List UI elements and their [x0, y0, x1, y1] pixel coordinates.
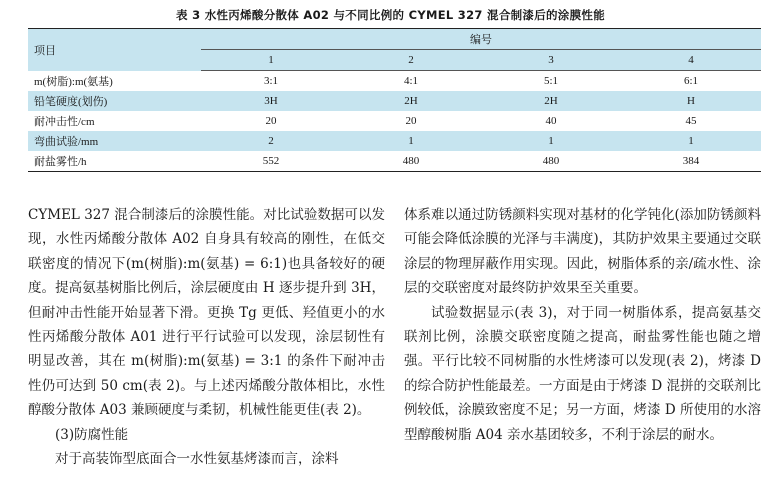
- table-header-row: [28, 29, 761, 50]
- table-cell: 1: [481, 131, 621, 151]
- column-header: 1: [201, 50, 341, 71]
- table-cell: 5:1: [543, 75, 558, 87]
- row-label: m(树脂):m(氨基): [34, 75, 113, 88]
- table-cell: 384: [621, 151, 761, 172]
- left-text-column: [28, 203, 385, 471]
- table-cell: 2H: [481, 91, 621, 111]
- table-cell: 3:1: [263, 75, 278, 87]
- table-cell: H: [621, 91, 761, 111]
- row-label: 弯曲试验/mm: [28, 131, 201, 151]
- body-paragraph: CYMEL 327 混合制漆后的涂膜性能。对比试验数据可以发现，水性丙烯酸分散体 A02 自身具有较高的刚性，在低交联密度的情况下(m(树脂):m(氨基) = 6:1)也具备较好的硬度。提高氨基树脂比例后，涂层硬度由 H 逐步提升到 3H，但耐冲击性能开始显著下滑。更换 Tg 更低、羟值更小的水性丙烯酸分散体 A01 进行平行试验可以发现，涂层韧性有明显改善，其在 m(树脂):m(氨基) = 3:1 的条件下耐冲击性仍可达到 50 cm(表 2)。与上述丙烯酸分散体相比，水性醇酸分散体 A03 兼顾硬度与柔韧，机械性能更佳(表 2)。: [28, 207, 385, 419]
- performance-table: [28, 28, 761, 172]
- table-cell: 4:1: [403, 75, 418, 87]
- row-label: 铅笔硬度(划伤): [28, 91, 201, 111]
- column-header: 4: [621, 50, 761, 71]
- table-cell: 20: [405, 115, 417, 127]
- table-cell: 2H: [341, 91, 481, 111]
- right-text-column: [404, 203, 761, 447]
- row-label: 耐盐雾性/h: [28, 151, 201, 172]
- body-paragraph: 试验数据显示(表 3)，对于同一树脂体系，提高氨基交联剂比例，涂膜交联密度随之提高，耐盐雾性能也随之增强。平行比较不同树脂的水性烤漆可以发现(表 2)，烤漆 D 的综合防护性能最差。一方面是由于烤漆 D 混拼的交联剂比例较低，涂膜致密度不足；另一方面，烤漆 D 所使用的水溶型醇酸树脂 A04 亲水基团较多，不利于涂层的耐水。: [404, 304, 761, 443]
- table-cell: 3H: [201, 91, 341, 111]
- table-cell: 552: [201, 151, 341, 172]
- table-cell: 40: [545, 115, 557, 127]
- table-cell: 20: [265, 115, 277, 127]
- table-cell: 45: [685, 115, 697, 127]
- body-paragraph: 体系难以通过防锈颜料实现对基材的化学钝化(添加防锈颜料可能会降低涂膜的光泽与丰满度)，其防护效果主要通过交联涂层的物理屏蔽作用实现。因此，树脂体系的亲/疏水性、涂层的交联密度对最终防护效果至关重要。: [404, 207, 761, 297]
- section-heading: (3)防腐性能: [55, 426, 129, 443]
- table-cell: 2: [201, 131, 341, 151]
- table-row: [28, 71, 761, 92]
- column-header: 2: [341, 50, 481, 71]
- body-paragraph: 对于高装饰型底面合一水性氨基烤漆而言，涂料: [55, 451, 339, 468]
- group-header: 编号: [201, 29, 761, 50]
- table-cell: 1: [341, 131, 481, 151]
- table-cell: 480: [341, 151, 481, 172]
- table-cell: 6:1: [683, 75, 699, 87]
- table-row: [28, 131, 761, 151]
- table-row: [28, 151, 761, 172]
- item-header: 项目: [28, 29, 201, 71]
- table-row: [28, 111, 761, 131]
- column-header: 3: [481, 50, 621, 71]
- table-cell: 1: [621, 131, 761, 151]
- table-row: [28, 91, 761, 111]
- table-caption: 表 3 水性丙烯酸分散体 A02 与不同比例的 CYMEL 327 混合制漆后的涂膜性能: [175, 8, 606, 22]
- row-label: 耐冲击性/cm: [34, 116, 95, 128]
- table-cell: 480: [481, 151, 621, 172]
